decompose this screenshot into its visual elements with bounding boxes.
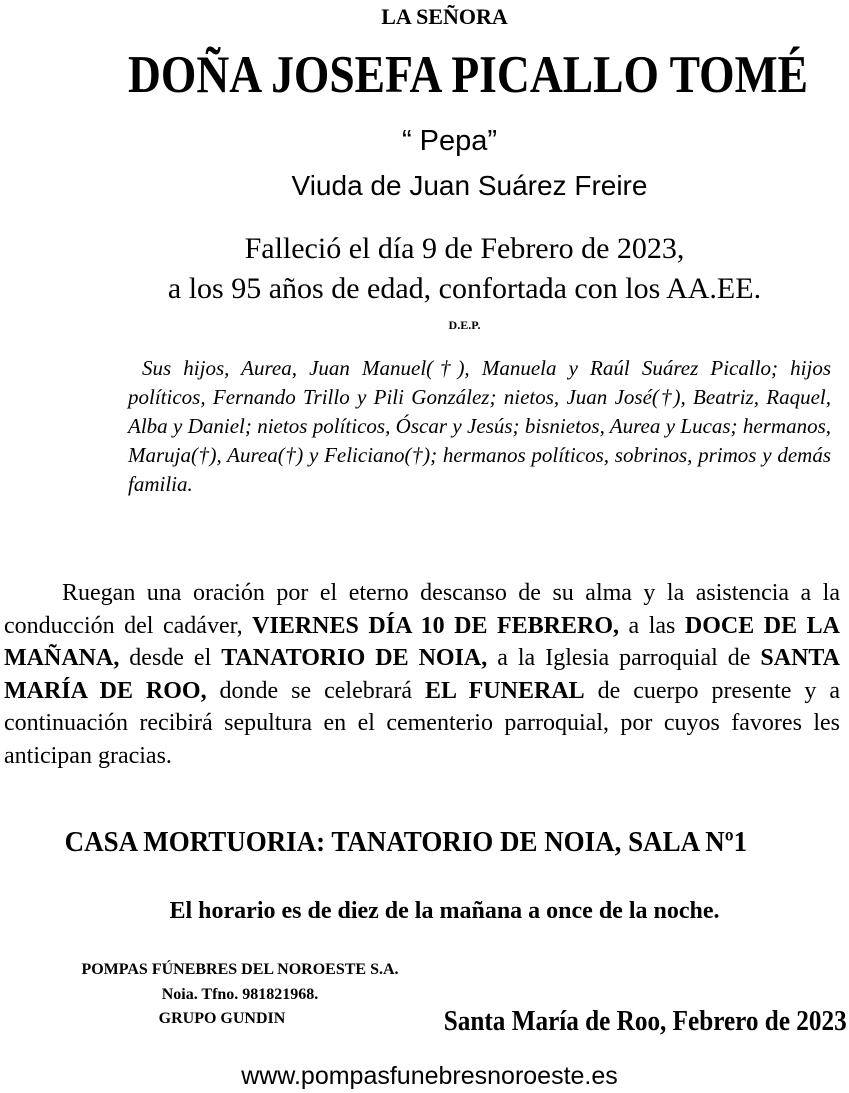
family-text: Sus hijos, Aurea, Juan Manuel(†), Manuela y Raúl Suárez Picallo; hijos políticos, Fernando Trillo y Pili González; nietos, Juan José(†), Beatriz, Raquel, Alba y Daniel; nietos políticos, Óscar y Jesús; bisnietos, Aurea y Lucas; hermanos, Maruja(†), Aurea(†) y Feliciano(†); hermanos políticos, sobrinos, primos y demás familia. — [128, 356, 831, 496]
prayer-church: SANTA MARÍA DE ROO, — [4, 645, 840, 704]
place-date: Santa María de Roo, Febrero de 2023 — [444, 1006, 847, 1037]
prayer-text-4: a la Iglesia parroquial de — [487, 645, 761, 671]
website-link[interactable]: www.pompasfunebresnoroeste.es — [241, 1062, 618, 1090]
death-age-line: a los 95 años de edad, confortada con los AA.EE. — [167, 272, 762, 305]
title-prefix: LA SEÑORA — [381, 4, 508, 29]
nickname: “ Pepa” — [401, 125, 498, 157]
funeral-home-phone: Noia. Tfno. 981821968. — [161, 986, 319, 1003]
family-paragraph — [128, 354, 831, 499]
prayer-date: VIERNES DÍA 10 DE FEBRERO, — [252, 612, 620, 639]
rip-abbreviation: D.E.P. — [448, 318, 481, 332]
death-date-line: Falleció el día 9 de Febrero de 2023, — [244, 232, 685, 265]
deceased-name: DOÑA JOSEFA PICALLO TOMÉ — [128, 46, 809, 104]
visiting-hours: El horario es de diez de la mañana a once de la noche. — [169, 898, 720, 924]
prayer-text-2: a las — [619, 612, 685, 639]
prayer-origin: TANATORIO DE NOIA, — [221, 645, 488, 671]
funeral-home-name: POMPAS FÚNEBRES DEL NOROESTE S.A. — [81, 961, 399, 978]
prayer-paragraph — [4, 577, 840, 772]
prayer-text-6: de cuerpo presente y a continuación recibirá sepultura en el cementerio parroquial, por cuyos favores les anticipan gracias. — [4, 677, 841, 769]
funeral-home-group: GRUPO GUNDIN — [158, 1010, 286, 1027]
casa-mortuoria: CASA MORTUORIA: TANATORIO DE NOIA, SALA Nº1 — [64, 826, 748, 858]
prayer-funeral: EL FUNERAL — [425, 677, 585, 704]
widow-of: Viuda de Juan Suárez Freire — [291, 170, 648, 201]
prayer-text-3: desde el — [119, 645, 222, 671]
prayer-text-5: donde se celebrará — [206, 677, 425, 704]
prayer-time: DOCE DE LA MAÑANA, — [4, 612, 840, 671]
prayer-text-1: Ruegan una oración por el eterno descanso de su alma y la asistencia a la conducción del cadáver, — [4, 580, 840, 639]
